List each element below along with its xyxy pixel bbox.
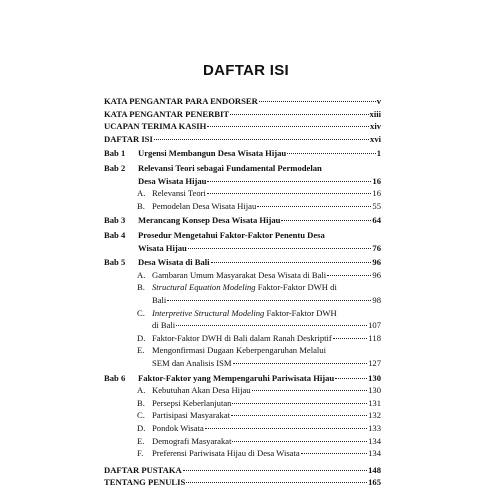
toc-entry-text: KATA PENGANTAR PARA ENDORSER: [104, 96, 258, 106]
toc-entry[interactable]: [104, 465, 381, 476]
dot-leader: [183, 470, 367, 471]
toc-entry[interactable]: [104, 96, 381, 107]
section-entry[interactable]: [152, 320, 381, 331]
page-number: 132: [368, 410, 381, 421]
dot-leader: [333, 338, 368, 339]
section-title-text: Structural Equation Modeling: [152, 282, 256, 293]
section-letter: A.: [137, 385, 146, 396]
section-entry[interactable]: [152, 358, 381, 369]
dot-leader: [167, 300, 371, 301]
page-number: xiii: [369, 108, 381, 119]
section-entry-text: di Bali: [152, 320, 176, 331]
section-entry[interactable]: [152, 423, 381, 434]
page-number: 133: [368, 423, 381, 433]
section-entry-text: Relevansi Teori: [152, 188, 206, 199]
section-entry-text: Bali: [152, 295, 167, 305]
toc-entry[interactable]: [104, 109, 381, 120]
dot-leader: [232, 403, 367, 404]
dot-leader: [154, 139, 369, 140]
toc-entry-text: DAFTAR PUSTAKA: [104, 464, 182, 475]
chapter-entry[interactable]: [138, 148, 381, 159]
toc-entry[interactable]: [104, 477, 381, 488]
toc-entry-text: KATA PENGANTAR PENERBIT: [104, 108, 230, 119]
page-number: 96: [372, 269, 381, 280]
page-number: 107: [368, 320, 381, 331]
dot-leader: [257, 206, 371, 207]
chapter-title: Prosedur Mengetahui Faktor-Faktor Penentu Desa: [138, 230, 325, 240]
dot-leader: [231, 415, 367, 416]
page-number: 16: [372, 175, 381, 186]
chapter-entry-text: Desa Wisata Hijau: [138, 175, 207, 186]
chapter-number: Bab 1: [104, 148, 126, 159]
dot-leader: [188, 248, 372, 249]
page-number: 134: [368, 435, 381, 446]
section-letter: C.: [137, 410, 145, 421]
toc-entry[interactable]: [104, 134, 381, 145]
page-number: 96: [372, 257, 381, 268]
section-letter: A.: [137, 188, 146, 199]
section-entry-text: Pemodelan Desa Wisata Hijau: [152, 200, 257, 211]
page-number: xvi: [370, 133, 381, 144]
dot-leader: [176, 325, 367, 326]
page-title: DAFTAR ISI: [202, 62, 290, 79]
chapter-title: Relevansi Teori sebagai Fundamental Permodelan: [138, 163, 322, 173]
section-title: [152, 282, 337, 293]
section-entry-text: Gambaran Umum Masyarakat Desa Wisata di Bali: [152, 269, 327, 280]
page-number: 1: [376, 148, 381, 159]
chapter-number: Bab 3: [104, 215, 126, 226]
section-entry[interactable]: [152, 270, 381, 281]
section-entry[interactable]: [152, 410, 381, 421]
dot-leader: [230, 114, 368, 115]
chapter-entry-text: Desa Wisata di Bali: [138, 257, 210, 268]
section-title-text: Interpretive Structural Modeling: [152, 307, 265, 318]
section-title-text: Faktor-Faktor DWH: [264, 307, 337, 318]
section-entry-text: SEM dan Analisis ISM: [152, 358, 232, 368]
section-entry[interactable]: [152, 448, 381, 459]
section-entry[interactable]: [152, 188, 381, 199]
section-entry[interactable]: [152, 333, 381, 344]
section-entry[interactable]: [152, 436, 381, 447]
section-entry[interactable]: [152, 398, 381, 409]
section-title-text: Mengonfirmasi Dugaan Keberpengaruhan Melalui: [152, 345, 326, 356]
page-number: 64: [372, 215, 381, 226]
page-number: 98: [372, 295, 381, 305]
page-number: 134: [368, 448, 381, 459]
page-number: v: [376, 96, 381, 106]
page-number: 16: [372, 188, 381, 199]
dot-leader: [281, 220, 371, 221]
section-title-text: Faktor-Faktor DWH di: [255, 282, 337, 293]
dot-leader: [233, 363, 368, 364]
section-entry-text: Faktor-Faktor DWH di Bali dalam Ranah Deskriptif: [152, 332, 332, 343]
page-number: 130: [368, 372, 381, 383]
dot-leader: [259, 101, 376, 102]
page-number: 76: [372, 242, 381, 253]
section-entry-text: Preferensi Pariwisata Hijau di Desa Wisata: [152, 448, 300, 459]
section-letter: D.: [137, 423, 146, 433]
section-letter: E.: [137, 435, 145, 446]
dot-leader: [335, 378, 367, 379]
dot-leader: [232, 441, 367, 442]
dot-leader: [327, 275, 371, 276]
page-number: 165: [368, 477, 381, 488]
toc-entry[interactable]: [104, 121, 381, 132]
section-entry-text: Pondok Wisata: [152, 423, 204, 433]
chapter-number: Bab 5: [104, 257, 126, 268]
dot-leader: [301, 453, 367, 454]
dot-leader: [186, 482, 367, 483]
section-entry[interactable]: [152, 385, 381, 396]
section-letter: D.: [137, 332, 146, 343]
chapter-number: Bab 2: [104, 163, 126, 173]
section-letter: C.: [137, 307, 145, 318]
chapter-entry-text: Faktor-Faktor yang Mempengaruhi Pariwisata Hijau: [138, 372, 335, 383]
section-title: [152, 345, 326, 356]
section-letter: E.: [137, 345, 145, 356]
section-entry-text: Partisipasi Masyarakat: [152, 410, 231, 421]
chapter-entry[interactable]: [138, 257, 381, 268]
page-number: xiv: [370, 121, 381, 132]
chapter-entry[interactable]: [138, 215, 381, 226]
dot-leader: [252, 390, 368, 391]
chapter-entry[interactable]: [138, 373, 381, 384]
section-letter: B.: [137, 200, 145, 211]
page-number: 130: [368, 385, 381, 396]
section-letter: B.: [137, 397, 145, 408]
dot-leader: [207, 193, 372, 194]
page-number: 131: [368, 397, 381, 408]
chapter-entry[interactable]: [138, 243, 381, 254]
chapter-number: Bab 4: [104, 230, 126, 240]
toc-entry-text: DAFTAR ISI: [104, 133, 153, 144]
dot-leader: [207, 126, 369, 127]
toc-entry-text: TENTANG PENULIS: [104, 477, 186, 488]
section-letter: B.: [137, 282, 145, 293]
chapter-entry-text: Urgensi Membangun Desa Wisata Hijau: [138, 148, 287, 159]
page-number: 118: [368, 332, 381, 343]
section-entry-text: Kebutuhan Akan Desa Hijau: [152, 385, 251, 396]
dot-leader: [287, 153, 376, 154]
chapter-entry-text: Wisata Hijau: [138, 242, 187, 253]
dot-leader: [205, 428, 367, 429]
toc-entry-text: UCAPAN TERIMA KASIH: [104, 121, 207, 132]
page-number: 55: [372, 200, 381, 211]
page-number: 127: [368, 358, 381, 368]
chapter-entry-text: Merancang Konsep Desa Wisata Hijau: [138, 215, 281, 226]
chapter-entry[interactable]: [138, 176, 381, 187]
section-title: [152, 308, 337, 319]
section-letter: A.: [137, 269, 146, 280]
section-letter: F.: [137, 448, 144, 459]
section-entry-text: Persepsi Keberlanjutan: [152, 397, 232, 408]
dot-leader: [207, 181, 371, 182]
section-entry-text: Demografi Masyarakat: [152, 435, 232, 446]
page-number: 148: [368, 464, 381, 475]
dot-leader: [211, 262, 372, 263]
section-entry[interactable]: [152, 295, 381, 306]
section-entry[interactable]: [152, 201, 381, 212]
chapter-number: Bab 6: [104, 372, 126, 383]
